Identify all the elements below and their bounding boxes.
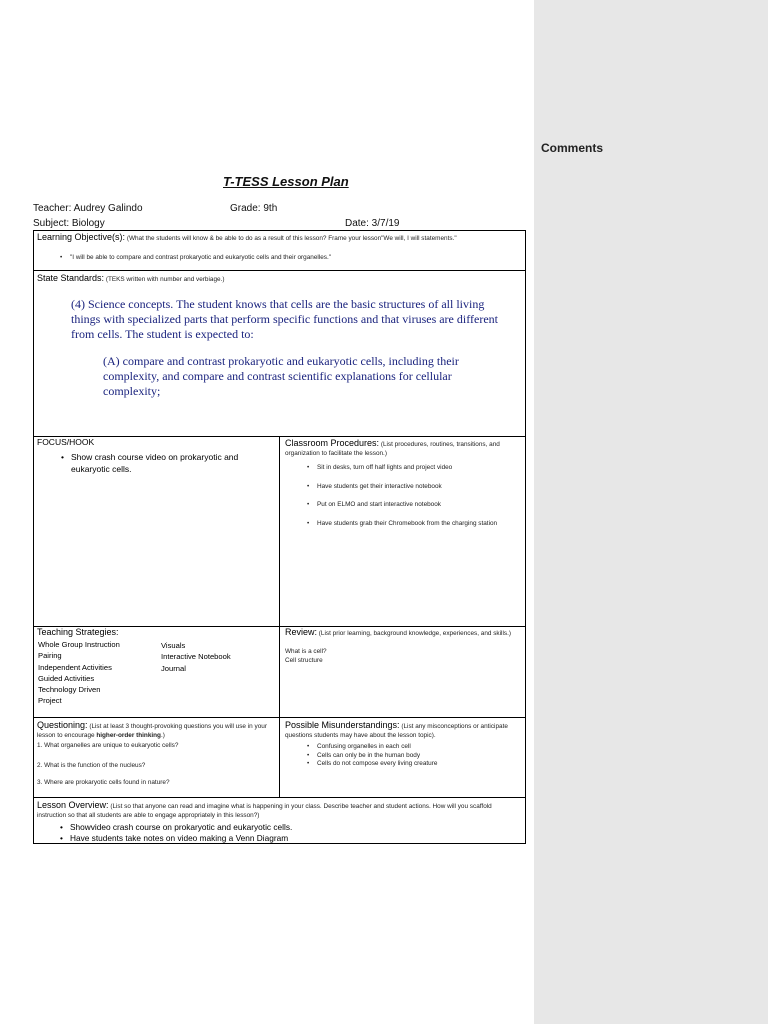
list-item: • Have students take notes on video making a Venn Diagram xyxy=(70,833,510,844)
learning-objectives-list xyxy=(70,254,510,263)
review-header xyxy=(285,628,521,639)
page-title: T-TESS Lesson Plan xyxy=(223,174,349,189)
question-3: 3. Where are prokaryotic cells found in nature? xyxy=(37,779,170,786)
lesson-overview-list xyxy=(70,822,510,844)
list-item: • Showvideo crash course on prokaryotic and eukaryotic cells. xyxy=(70,822,510,833)
review-content xyxy=(285,648,327,665)
state-standards-hint: (TEKS written with number and verbiage.) xyxy=(105,276,225,283)
questioning-header xyxy=(37,721,272,740)
strategy-item: Visuals xyxy=(161,641,186,650)
state-standards-header xyxy=(37,274,517,285)
list-item: • Cells do not compose every living creature xyxy=(317,760,522,769)
subject: Subject: Biology xyxy=(33,218,105,229)
strategies-column-2 xyxy=(161,640,231,674)
teks-4-text: (4) Science concepts. The student knows that cells are the basic structures of all living things with specialized parts that perform specific functions and that viruses are different from cells. The student is expected to: xyxy=(71,297,498,341)
list-item: • Have students get their interactive notebook xyxy=(317,478,522,497)
strategies-column-1 xyxy=(38,639,120,707)
review-line: Cell structure xyxy=(285,656,323,664)
misunderstandings-hint: (List any misconceptions or anticipate questions students may have about the lesson topic). xyxy=(285,723,508,739)
lesson-overview-header xyxy=(37,801,522,820)
grade: Grade: 9th xyxy=(230,203,278,214)
strategy-item: Independent Activities xyxy=(38,662,112,672)
list-item: • Show crash course video on prokaryotic and eukaryotic cells. xyxy=(71,451,271,475)
misunderstandings-header xyxy=(285,721,521,740)
lesson-overview-hint: (List so that anyone can read and imagine what is happening in your class. Describe teacher and student actions. How will you scaffold instruction so that all students are able to engage appropriately in this lesson?) xyxy=(37,803,492,819)
strategy-item: Project xyxy=(38,696,62,706)
teaching-strategies-label: Teaching Strategies: xyxy=(37,627,119,637)
date: Date: 3/7/19 xyxy=(345,218,400,229)
strategy-item: Pairing xyxy=(38,651,62,661)
review-hint: (List prior learning, background knowledge, experiences, and skills.) xyxy=(318,630,511,637)
column-divider xyxy=(279,436,280,797)
comments-label: Comments xyxy=(541,141,604,155)
learning-objectives-section xyxy=(37,233,517,244)
questioning-hint-emphasis: higher-order thinking xyxy=(96,731,161,739)
questioning-hint: (List at least 3 thought-provoking questions you will use in your lesson to encourage xyxy=(37,723,267,739)
list-item: • Confusing organelles in each cell xyxy=(317,743,522,752)
lesson-overview-label: Lesson Overview: xyxy=(37,800,109,810)
review-line: What is a cell? xyxy=(285,648,327,655)
learning-objectives-hint: (What the students will know & be able to do as a result of this lesson? Frame your lesson"We will, I will statements." xyxy=(126,235,457,242)
misunderstandings-label: Possible Misunderstandings: xyxy=(285,720,400,730)
focus-hook-label: FOCUS/HOOK xyxy=(37,437,95,447)
misunderstandings-list xyxy=(317,743,522,769)
questioning-hint-end: .) xyxy=(160,731,165,739)
classroom-procedures-header xyxy=(285,439,521,458)
teacher-name: Teacher: Audrey Galindo xyxy=(33,203,143,214)
divider xyxy=(33,797,526,798)
learning-objectives-label: Learning Objective(s): xyxy=(37,232,126,242)
teks-4a-text: (A) compare and contrast prokaryotic and eukaryotic cells, including their complexity, and compare and contrast scientific explanations for cellular complexity; xyxy=(103,354,459,398)
classroom-procedures-list xyxy=(317,459,522,533)
question-1: 1. What organelles are unique to eukaryotic cells? xyxy=(37,742,179,749)
list-item: • Put on ELMO and start interactive notebook xyxy=(317,496,522,515)
strategy-item: Guided Activities xyxy=(38,673,95,683)
review-label: Review: xyxy=(285,627,318,637)
classroom-procedures-hint: (List procedures, routines, transitions, and organization to facilitate the lesson.) xyxy=(285,441,500,457)
divider xyxy=(33,270,526,271)
list-item: • Sit in desks, turn off half lights and project video xyxy=(317,459,522,478)
strategy-item: Whole Group Instruction xyxy=(38,640,120,649)
strategy-item: Technology Driven xyxy=(38,685,101,695)
state-standards-label: State Standards: xyxy=(37,273,105,283)
focus-hook-list xyxy=(71,451,271,475)
list-item: • Cells can only be in the human body xyxy=(317,752,522,761)
strategy-item: Journal xyxy=(161,663,186,673)
classroom-procedures-label: Classroom Procedures: xyxy=(285,438,380,448)
list-item: • "I will be able to compare and contrast prokaryotic and eukaryotic cells and their organelles." xyxy=(70,254,510,263)
questioning-label: Questioning: xyxy=(37,720,88,730)
strategy-item: Interactive Notebook xyxy=(161,652,231,662)
question-2: 2. What is the function of the nucleus? xyxy=(37,762,146,769)
list-item: • Have students grab their Chromebook from the charging station xyxy=(317,515,522,534)
